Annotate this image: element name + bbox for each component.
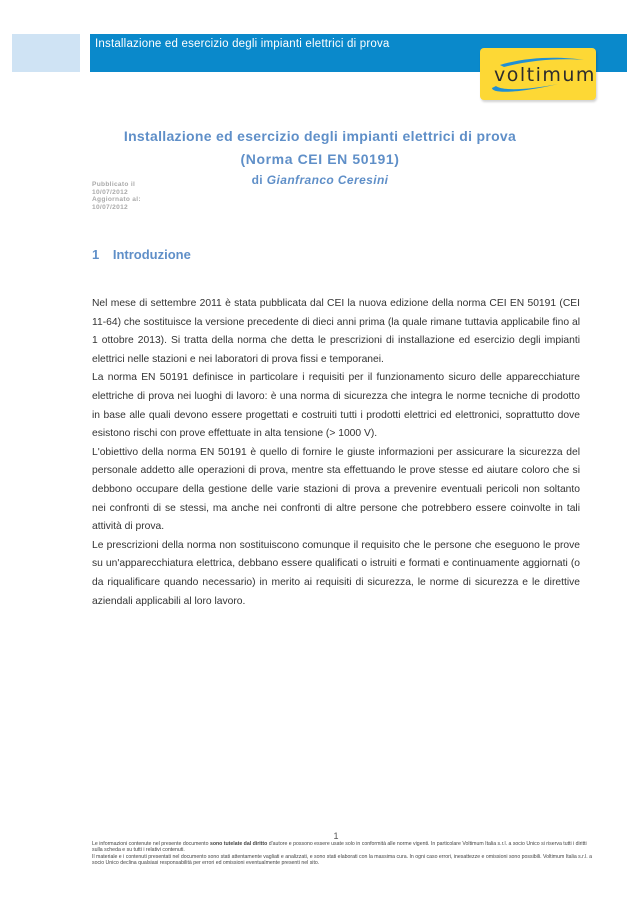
published-label: Pubblicato il: [92, 181, 136, 188]
document-subtitle: (Norma CEI EN 50191): [240, 151, 400, 167]
body-text: [92, 295, 580, 611]
voltimum-logo: [480, 48, 596, 100]
section-title: Introduzione: [112, 247, 191, 262]
footer-disclaimer: [92, 841, 592, 866]
footer-text: d'autore e possono essere usate solo in conformità alle norme vigenti. In particolare Voltimum Italia s.r.l. a socio Unico si riserva tutti i diritti sulla scheda e su tutti i relativi contenuti.: [92, 841, 587, 854]
footer-text: Le informazioni contenute nel presente documento: [92, 841, 210, 847]
section-heading: [92, 247, 191, 262]
byline-prefix: di: [251, 173, 264, 187]
footer-copyright: [92, 841, 592, 854]
author-name: Gianfranco Ceresini: [266, 173, 389, 187]
section-number: 1: [92, 247, 100, 262]
publication-meta: [92, 181, 141, 211]
page-number: 1: [333, 831, 339, 841]
document-title: Installazione ed esercizio degli impianti elettrici di prova: [123, 128, 517, 144]
footer-liability: Il materiale e i contenuti presentati nel documento sono stati attentamente vagliati e analizzati, e sono stati elaborati con la massima cura. In ogni caso errori, inesattezze e omissioni sono possibili. Voltimum Italia s.r.l. a socio Unico declina qualsiasi responsabilità per errori ed omissioni eventualmente presenti nel sito.: [92, 853, 592, 866]
published-date: 10/07/2012: [92, 188, 129, 196]
footer-bold-text: sono tutelate dal diritto: [209, 841, 268, 847]
updated-label: Aggiornato al:: [92, 196, 141, 204]
paragraph: Le prescrizioni della norma non sostituiscono comunque il requisito che le persone che eseguono le prove su un'apparecchiatura elettrica, debbano essere qualificati o istruiti e formati e continuamente aggiornati (o da riqualificare quando necessario) in merito ai requisiti di sicurezza, le norme di sicurezza e le direttive aziendali applicabili al loro lavoro.: [92, 539, 580, 607]
paragraph: Nel mese di settembre 2011 è stata pubblicata dal CEI la nuova edizione della norma CEI EN 50191 (CEI 11-64) che sostituisce la versione precedente di dieci anni prima (la quale rimane tuttavia applicabile fino al 1 ottobre 2013). Si tratta della norma che detta le prescrizioni di installazione ed esercizio degli impianti elettrici nelle stazioni e nei laboratori di prova fissi e temporanei.: [92, 298, 580, 365]
header-title: Installazione ed esercizio degli impianti elettrici di prova: [95, 38, 390, 50]
header-left-block: [12, 34, 80, 72]
logo-text: voltimum: [494, 64, 596, 86]
paragraph: L'obiettivo della norma EN 50191 è quello di fornire le giuste informazioni per assicurare la sicurezza del personale addetto alle operazioni di prova, mentre sta effettuando le prove stesse ed aiutare coloro che si debbono occupare della gestione delle varie stazioni di prova a prevenire eventuali pericoli non soltanto nei confronti di se stessi, ma anche nei confronti di altre persone che potrebbero essere coinvolte in tali attività di prova.: [92, 446, 580, 533]
paragraph: La norma EN 50191 definisce in particolare i requisiti per il funzionamento sicuro delle apparecchiature elettriche di prova nei luoghi di lavoro: è una norma di sicurezza che integra le norme tecniche di prodotto in base alle quali devono essere progettati e costruiti tutti i prodotti elettrici ed elettronici, soprattutto dove esistono rischi con prove effettuate in alta tensione (> 1000 V).: [92, 372, 580, 440]
updated-date: 10/07/2012: [92, 203, 129, 211]
